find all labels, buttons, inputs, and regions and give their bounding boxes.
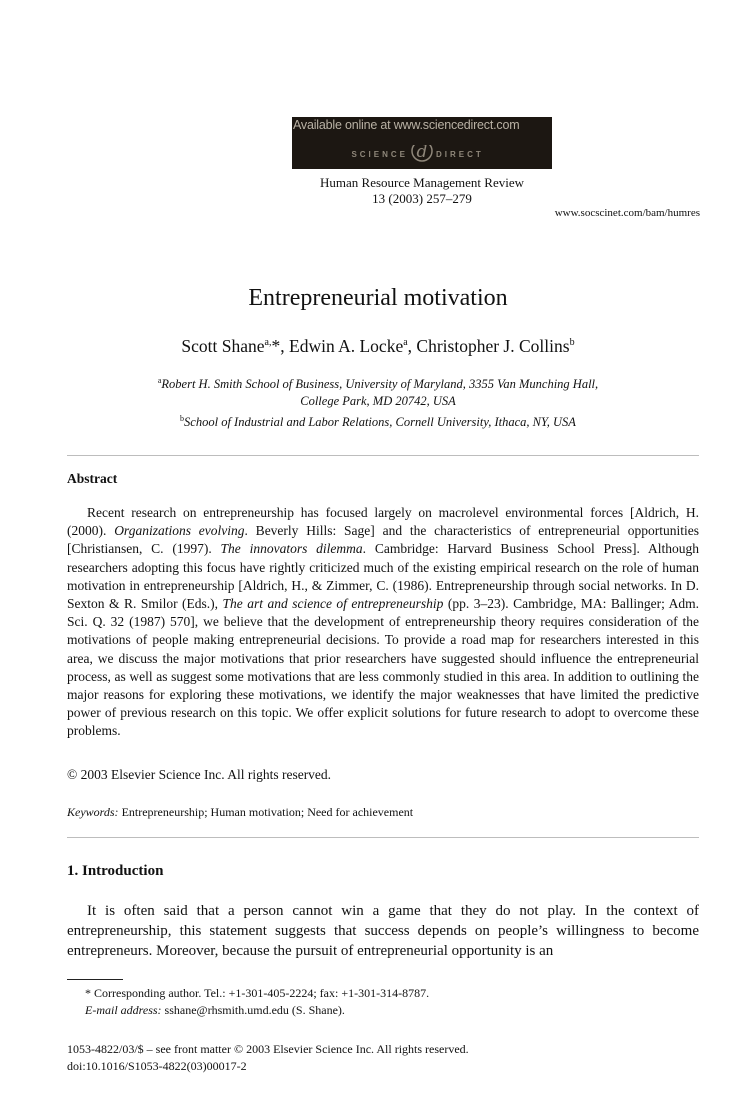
abstract-text: Recent research on entrepreneurship has focused largely on macrolevel environmental forces [Aldrich, H. (2000).	[67, 505, 699, 539]
affiliation-b	[0, 410, 756, 431]
abstract-body	[67, 504, 699, 741]
author-separator: ,	[280, 336, 289, 356]
introduction-paragraph: It is often said that a person cannot win a game that they do not play. In the context of entrepreneurship, this statement suggests that success depends on people’s willingness to become entrepreneurs. Moreover, because the pursuit of entrepreneurial opportunity is an	[67, 903, 699, 959]
footnote-rule	[67, 979, 123, 980]
affiliation-a-cont: College Park, MD 20742, USA	[300, 394, 456, 409]
journal-volume-pages: 13 (2003) 257–279	[372, 191, 472, 206]
affiliation-a	[0, 372, 756, 393]
logo-availability-text: Available online at www.sciencedirect.com	[293, 118, 520, 132]
author-list	[0, 336, 756, 357]
journal-url[interactable]: www.socscinet.com/bam/humres	[554, 207, 700, 219]
abstract-copyright: © 2003 Elsevier Science Inc. All rights reserved.	[67, 767, 332, 782]
author-name: Scott Shane	[181, 336, 265, 356]
footnote-corresponding: * Corresponding author. Tel.: +1-301-405-2224; fax: +1-301-314-8787.	[85, 986, 430, 1000]
sciencedirect-mark-icon	[292, 145, 552, 165]
logo-right-word: DIRECT	[436, 150, 484, 159]
affiliation-mark: a	[157, 376, 162, 385]
abstract-text: . Cambridge: Harvard Business School Press]. Although researchers adopting this focus have rightly criticized much of the existing empirical research on the role of human motivation in entrepreneurship [Aldrich, H., & Zimmer, C. (1986). Entrepreneurship through social networks. In D. Sexton & R. Smilor (Eds.),	[67, 541, 699, 612]
abstract-paragraph	[67, 504, 699, 741]
author-separator: ,	[407, 336, 417, 356]
abstract-citation-title: The art and science of entrepreneurship	[222, 596, 444, 612]
footnote-email	[67, 1002, 345, 1018]
corresponding-mark: *	[271, 336, 281, 356]
issn-line: 1053-4822/03/$ – see front matter © 2003 Elsevier Science Inc. All rights reserved.	[67, 1042, 469, 1056]
introduction-heading: 1. Introduction	[67, 863, 164, 879]
article-identifiers	[67, 1041, 469, 1075]
article-title: Entrepreneurial motivation	[248, 285, 508, 311]
email-value[interactable]: sshane@rhsmith.umd.edu (S. Shane).	[161, 1003, 345, 1017]
keywords-label: Keywords:	[67, 805, 119, 819]
divider	[67, 837, 699, 838]
keywords-text: Entrepreneurship; Human motivation; Need for achievement	[118, 805, 414, 819]
logo-left-word: SCIENCE	[351, 150, 408, 159]
keywords	[67, 805, 413, 820]
abstract-heading: Abstract	[67, 471, 118, 486]
svg-text:d: d	[416, 145, 428, 162]
abstract-citation-title: Organizations evolving	[114, 523, 245, 539]
author-affiliation-mark: a	[403, 337, 408, 349]
journal-name: Human Resource Management Review	[320, 175, 524, 190]
affiliation-mark: b	[180, 414, 185, 424]
author-name: Edwin A. Locke	[289, 336, 404, 356]
author-affiliation-mark: a,	[264, 337, 272, 349]
affiliation-text: Robert H. Smith School of Business, University of Maryland, 3355 Van Munching Hall,	[161, 377, 599, 392]
introduction-body	[67, 901, 699, 961]
abstract-citation-title: The innovators dilemma	[220, 541, 363, 557]
author-name: Christopher J. Collins	[416, 336, 570, 356]
author-affiliation-mark: b	[569, 337, 575, 349]
divider	[67, 455, 699, 456]
journal-info	[292, 175, 552, 207]
abstract-text: (pp. 3–23). Cambridge, MA: Ballinger; Adm. Sci. Q. 32 (1987) 570], we believe that the development of entrepreneurship theory requires consideration of the motivations of people making entrepreneurial decisions. To provide a road map for researchers interested in this area, we discuss the major motivations that prior researchers have suggested should influence the entrepreneurial process, as well as suggest some motivations that are less commonly studied in this area. In addition to outlining the major reasons for exploring these motivations, we identify the major weaknesses that have limited the predictive power of previous research on this topic. We offer explicit solutions for future research to adopt to overcome these problems.	[67, 596, 699, 739]
affiliations	[0, 372, 756, 431]
affiliation-text: School of Industrial and Labor Relations, Cornell University, Ithaca, NY, USA	[184, 415, 576, 430]
abstract-text: . Beverly Hills: Sage] and the characteristics of entrepreneurial opportunities [Christiansen, C. (1997).	[67, 523, 700, 557]
sciencedirect-logo	[292, 117, 552, 169]
doi[interactable]: doi:10.1016/S1053-4822(03)00017-2	[67, 1059, 247, 1073]
email-label: E-mail address:	[85, 1003, 162, 1017]
